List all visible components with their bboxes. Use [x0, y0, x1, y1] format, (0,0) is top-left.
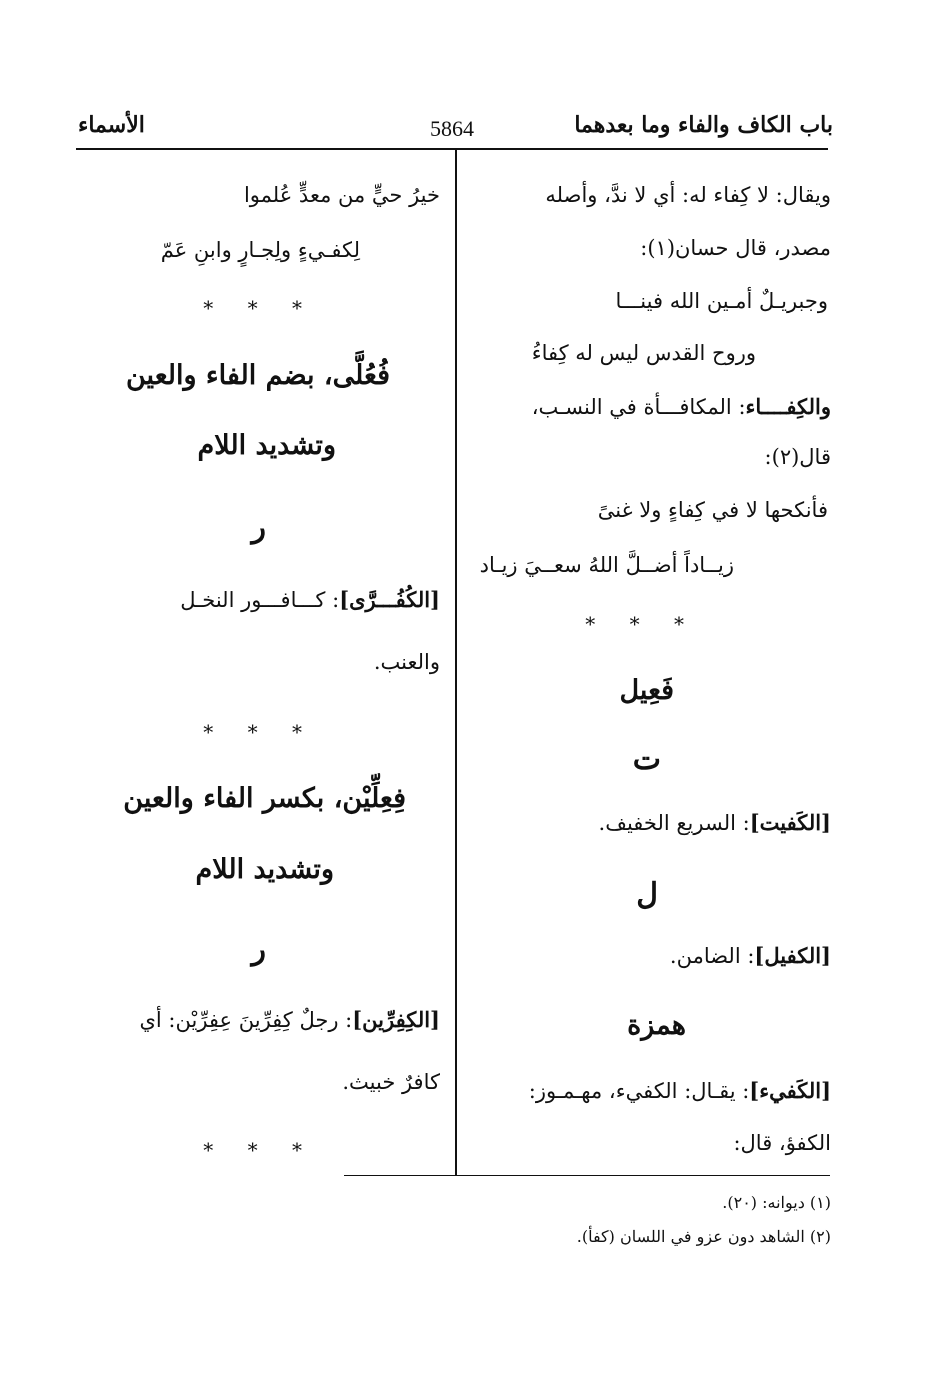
- entry-definition: : السريع الخفيف.: [598, 811, 750, 835]
- header-rule: [76, 148, 828, 150]
- pattern-heading: وتشديد اللام: [195, 854, 334, 885]
- entry-definition: : المكافـــأة في النسـب،: [531, 395, 746, 419]
- text-line: الكفؤ، قال:: [733, 1131, 831, 1155]
- entry-line: [670, 943, 831, 968]
- footnote: (٢) الشاهد دون عزو في اللسان (كفأ).: [576, 1227, 831, 1246]
- pattern-heading: وتشديد اللام: [197, 430, 336, 461]
- letter-heading: ر: [251, 510, 266, 545]
- running-header-chapter: باب الكاف والفاء وما بعدهما: [574, 112, 833, 138]
- entry-headword: [الكَفيء]: [749, 1078, 831, 1103]
- entry-line: [532, 394, 831, 419]
- text-line: مصدر، قال حسان(١):: [640, 236, 831, 260]
- section-separator: * * *: [585, 612, 698, 636]
- footnote-rule: [344, 1175, 830, 1176]
- letter-heading: ل: [636, 877, 658, 912]
- verse-line: زيــاداً أضــلَّ اللهُ سعــيَ زيـاد: [479, 553, 734, 577]
- entry-definition: : الضامن.: [669, 944, 755, 968]
- entry-line: [529, 1078, 831, 1103]
- verse-line: لِكفـيءٍ ولِجـارٍ وابنِ عَمّ: [160, 238, 360, 262]
- entry-definition: : يقـال: الكفيء، مهـمـوز:: [528, 1079, 750, 1103]
- entry-headword: [الكفيل]: [754, 943, 831, 968]
- entry-line: [180, 587, 440, 612]
- section-separator: * * *: [203, 1138, 316, 1162]
- entry-headword: [الكُفُـــرَّى]: [339, 587, 440, 612]
- letter-heading: ت: [632, 742, 661, 777]
- entry-definition: : كـــافـــور النخـل: [180, 588, 340, 612]
- entry-definition: : رجلٌ كِفِرِّينَ عِفِرِّيْن: أي: [139, 1008, 353, 1032]
- verse-line: وروح القدس ليس له كِفاءُ: [531, 341, 756, 365]
- section-separator: * * *: [203, 720, 316, 744]
- text-line: والعنب.: [373, 650, 440, 674]
- pattern-heading: فَعِيل: [619, 675, 674, 706]
- section-separator: * * *: [203, 296, 316, 320]
- column-divider: [455, 150, 457, 1175]
- page-number: 5864: [430, 116, 474, 141]
- entry-headword: والكِفــــاء: [745, 394, 831, 419]
- letter-heading: ر: [251, 932, 266, 967]
- pattern-heading: فُعُلَّى، بضم الفاء والعين: [126, 360, 390, 391]
- entry-line: [139, 1007, 440, 1032]
- verse-line: فأنكحها لا في كِفاءٍ ولا غنىً: [597, 498, 828, 522]
- footnote: (١) ديوانه: (٢٠).: [722, 1193, 831, 1212]
- entry-headword: [الكَفيت]: [749, 810, 831, 835]
- text-line: قال(٢):: [764, 445, 831, 469]
- text-line: ويقال: لا كِفاء له: أي لا ندَّ، وأصله: [545, 183, 831, 207]
- pattern-heading: فِعِلِّيْن، بكسر الفاء والعين: [123, 783, 406, 814]
- entry-line: [599, 810, 831, 835]
- entry-headword: [الكِفِرِّين]: [352, 1007, 440, 1032]
- running-header-section: الأسماء: [78, 112, 145, 138]
- letter-heading: همزة: [627, 1010, 686, 1041]
- verse-line: خيرُ حيٍّ من معدٍّ عُلموا: [243, 183, 440, 207]
- verse-line: وجبريـلٌ أمـين الله فينـــا: [615, 289, 828, 313]
- text-line: كافرٌ خبيث.: [342, 1070, 440, 1094]
